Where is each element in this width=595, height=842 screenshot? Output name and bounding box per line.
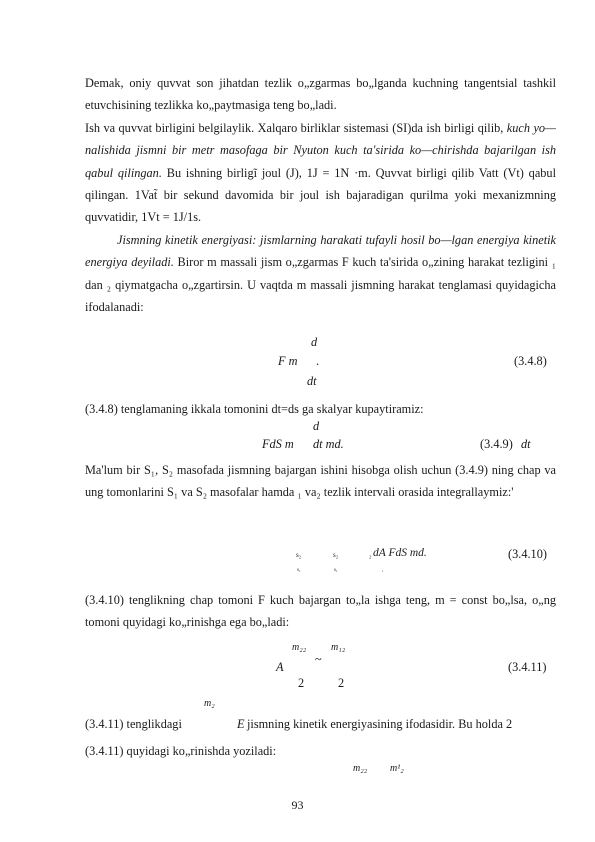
paragraph-integration: Ma'lum bir S₁, S₂ masofada jismning bajargan ishini hisobga olish uchun (3.4.9) ning chap va ung tomonlarini S₁ va S₂ masofalar hamda ₁ va₂ tezlik intervali orasida integrallaymiz:' bbox=[85, 463, 556, 500]
formula-3-4-11-denominator-2: 2 bbox=[338, 676, 345, 690]
formula-3-4-8-dot: . bbox=[316, 354, 320, 368]
formula-3-4-8-tag: (3.4.8) bbox=[514, 354, 547, 368]
page-number: 93 bbox=[291, 798, 304, 812]
formula-3-4-10-upper-limit-1: s₂ bbox=[296, 551, 302, 559]
formula-3-4-9-rhs: dt md. bbox=[313, 437, 344, 451]
formula-3-4-10-lower-limit-2: s₁ bbox=[334, 568, 338, 573]
paragraph-kinetic-expression-tail: jismning kinetik energiyasining ifodasidir. Bu holda 2 bbox=[247, 717, 513, 731]
formula-3-4-8-numerator: d bbox=[311, 335, 318, 349]
formula-3-4-10-lower-limit-1: s₁ bbox=[297, 568, 301, 573]
paragraph-kinetic-expression-lead: (3.4.11) tenglikdagi bbox=[85, 717, 182, 731]
formula-3-4-11-tilde: ~ bbox=[315, 652, 322, 666]
formula-3-4-9-numerator: d bbox=[313, 419, 320, 433]
formula-3-4-10-lower-limit-3: ₁ bbox=[382, 568, 384, 573]
formula-3-4-8-denominator: dt bbox=[307, 374, 317, 388]
formula-3-4-10-tag: (3.4.10) bbox=[508, 547, 547, 561]
paragraph-power-definition: Demak, oniy quvvat son jihatdan tezlik o„zgarmas bo„lganda kuchning tangentsial tashkil etuvchisining tezlikka ko„paytmasiga teng bo„ladi. bbox=[85, 76, 556, 113]
formula-3-4-11-lhs: A bbox=[276, 660, 284, 674]
formula-3-4-9-trailing: dt bbox=[521, 437, 531, 451]
formula-3-4-10-upper-limit-3: ₂ bbox=[369, 551, 372, 559]
paragraph-kinetic-energy: Jismning kinetik energiyasi: jismlarning harakati tufayli hosil bo—lgan energiya kinetik energiya deyiladi. Biror m massali jism o„zgarmas F kuch ta'sirida o„zining harakat tezligini ₁ dan ₂ qiymatgacha o„zgartirsin. U vaqtda m massali jismning harakat tenglamasi quyidagicha ifodalanadi: bbox=[85, 233, 556, 314]
formula-3-4-11-tag: (3.4.11) bbox=[508, 660, 547, 674]
formula-3-4-10-body: dA FdS md. bbox=[373, 547, 427, 559]
formula-3-4-10-upper-limit-2: s₂ bbox=[333, 551, 339, 559]
formula-3-4-12-numerator-1: m₂₂ bbox=[353, 763, 368, 774]
paragraph-rewritten: (3.4.11) quyidagi ko„rinishda yoziladi: bbox=[85, 744, 277, 758]
formula-3-4-11-numerator-2: m₁₂ bbox=[331, 642, 346, 653]
paragraph-work-units: Ish va quvvat birligini belgilaylik. Xalqaro birliklar sistemasi (SI)da ish birligi qilib, kuch yo—nalishida jismni bir metr masofaga bir Nyuton kuch ta'sirida ko—chirishda bajarilgan ish qabul qilingan. Bu ishning birligĩ joul (J), 1J = 1N ·m. Quvvat birligi qilib Vatt (Vt) qabul qilingan. 1Vat̃ bir sekund davomida bir joul ish bajaradigan qurilma yoki mexanizmning quvvatidir, 1Vt = 1J/1s. bbox=[85, 121, 556, 225]
formula-3-4-9-lhs: FdS m bbox=[262, 437, 294, 451]
formula-kinetic-energy-symbol: E bbox=[237, 717, 245, 731]
formula-3-4-11-numerator-1: m₂₂ bbox=[292, 642, 307, 653]
formula-kinetic-energy-mass: m₂ bbox=[204, 698, 215, 709]
paragraph-work-equals: (3.4.10) tenglikning chap tomoni F kuch bajargan to„la ishga teng, m = const bo„lsa, o„ng tomoni quyidagi ko„rinishga ega bo„ladi: bbox=[85, 593, 556, 630]
formula-3-4-11-denominator-1: 2 bbox=[298, 676, 305, 690]
formula-3-4-12-numerator-2: m¹₂ bbox=[390, 763, 404, 774]
formula-3-4-9-tag: (3.4.9) bbox=[480, 437, 513, 451]
paragraph-scalar-multiply: (3.4.8) tenglamaning ikkala tomonini dt=ds ga skalyar kupaytiramiz: bbox=[85, 402, 424, 416]
formula-3-4-8-lhs: F m bbox=[278, 354, 298, 368]
